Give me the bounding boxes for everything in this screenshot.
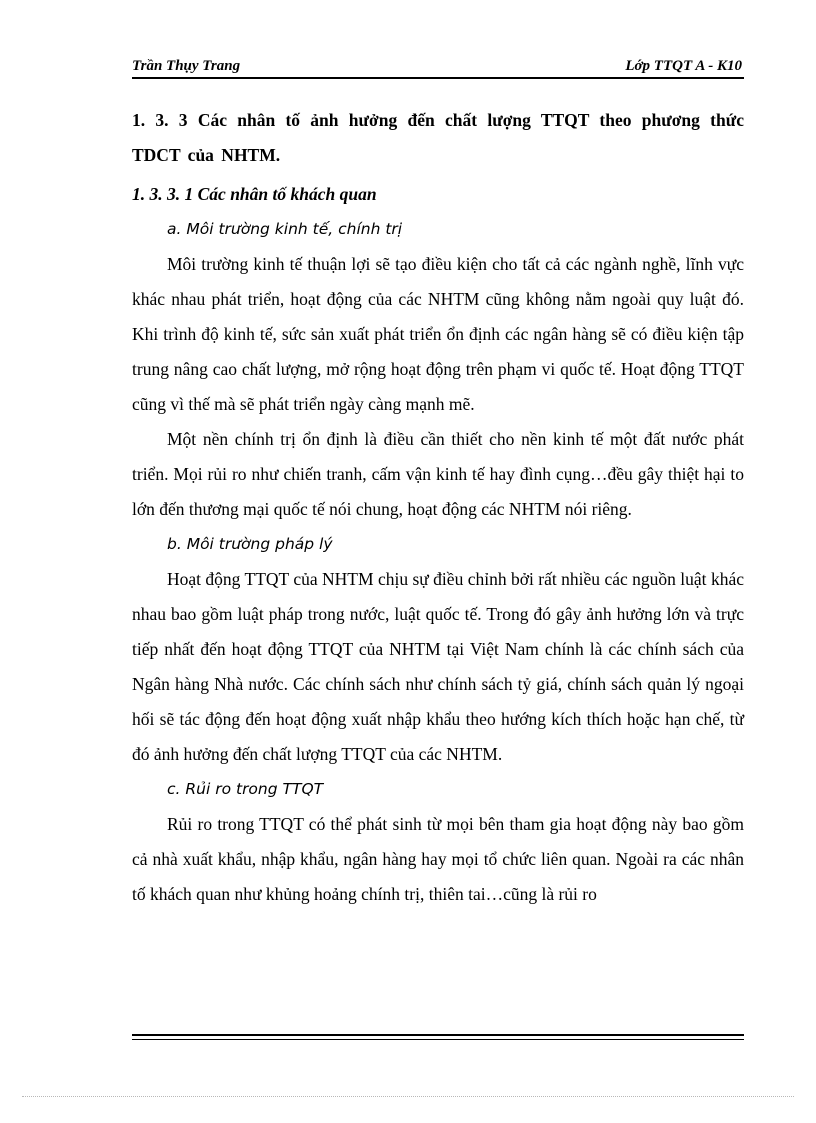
item-b-paragraph-1: Hoạt động TTQT của NHTM chịu sự điều chỉnh bởi rất nhiều các nguồn luật khác nhau bao gồm luật pháp trong nước, luật quốc tế. Trong đó gây ảnh hưởng lớn và trực tiếp nhất đến hoạt động TTQT của NHTM tại Việt Nam chính là các chính sách của Ngân hàng Nhà nước. Các chính sách như chính sách tỷ giá, chính sách quản lý ngoại hối sẽ tác động đến hoạt động xuất nhập khẩu theo hướng kích thích hoặc hạn chế, từ đó ảnh hưởng đến chất lượng TTQT của các NHTM. xyxy=(132,569,744,764)
item-a-paragraph-1: Môi trường kinh tế thuận lợi sẽ tạo điều kiện cho tất cả các ngành nghề, lĩnh vực khác nhau phát triển, hoạt động của các NHTM cũng không nằm ngoài quy luật đó. Khi trình độ kinh tế, sức sản xuất phát triển ổn định các ngân hàng sẽ có điều kiện tập trung nâng cao chất lượng, mở rộng hoạt động trên phạm vi quốc tế. Hoạt động TTQT cũng vì thế mà sẽ phát triển ngày càng mạnh mẽ. xyxy=(132,254,744,414)
item-c-title: c. Rủi ro trong TTQT xyxy=(167,780,324,798)
section-heading: 1. 3. 3 Các nhân tố ảnh hưởng đến chất lượng TTQT theo phương thức TDCT của NHTM. xyxy=(132,110,744,165)
page-body xyxy=(132,103,744,912)
header-rule xyxy=(132,77,744,79)
page-bottom-border xyxy=(22,1096,794,1097)
section-subheading: 1. 3. 3. 1 Các nhân tố khách quan xyxy=(132,184,377,204)
header-class: Lớp TTQT A - K10 xyxy=(625,58,742,74)
page-header xyxy=(132,56,744,78)
item-b-title: b. Môi trường pháp lý xyxy=(167,535,333,553)
header-author: Trần Thụy Trang xyxy=(132,58,241,74)
item-c-paragraph-1: Rủi ro trong TTQT có thể phát sinh từ mọi bên tham gia hoạt động này bao gồm cả nhà xuất khẩu, nhập khẩu, ngân hàng hay mọi tổ chức liên quan. Ngoài ra các nhân tố khách quan như khủng hoảng chính trị, thiên tai…cũng là rủi ro xyxy=(132,814,744,904)
item-a-title: a. Môi trường kinh tế, chính trị xyxy=(167,220,403,238)
footer-rule-thin xyxy=(132,1039,744,1040)
item-a-paragraph-2: Một nền chính trị ổn định là điều cần thiết cho nền kinh tế một đất nước phát triển. Mọi rủi ro như chiến tranh, cấm vận kinh tế hay đình cụng…đều gây thiệt hại to lớn đến thương mại quốc tế nói chung, hoạt động các NHTM nói riêng. xyxy=(132,429,744,519)
footer-rule-thick xyxy=(132,1034,744,1036)
